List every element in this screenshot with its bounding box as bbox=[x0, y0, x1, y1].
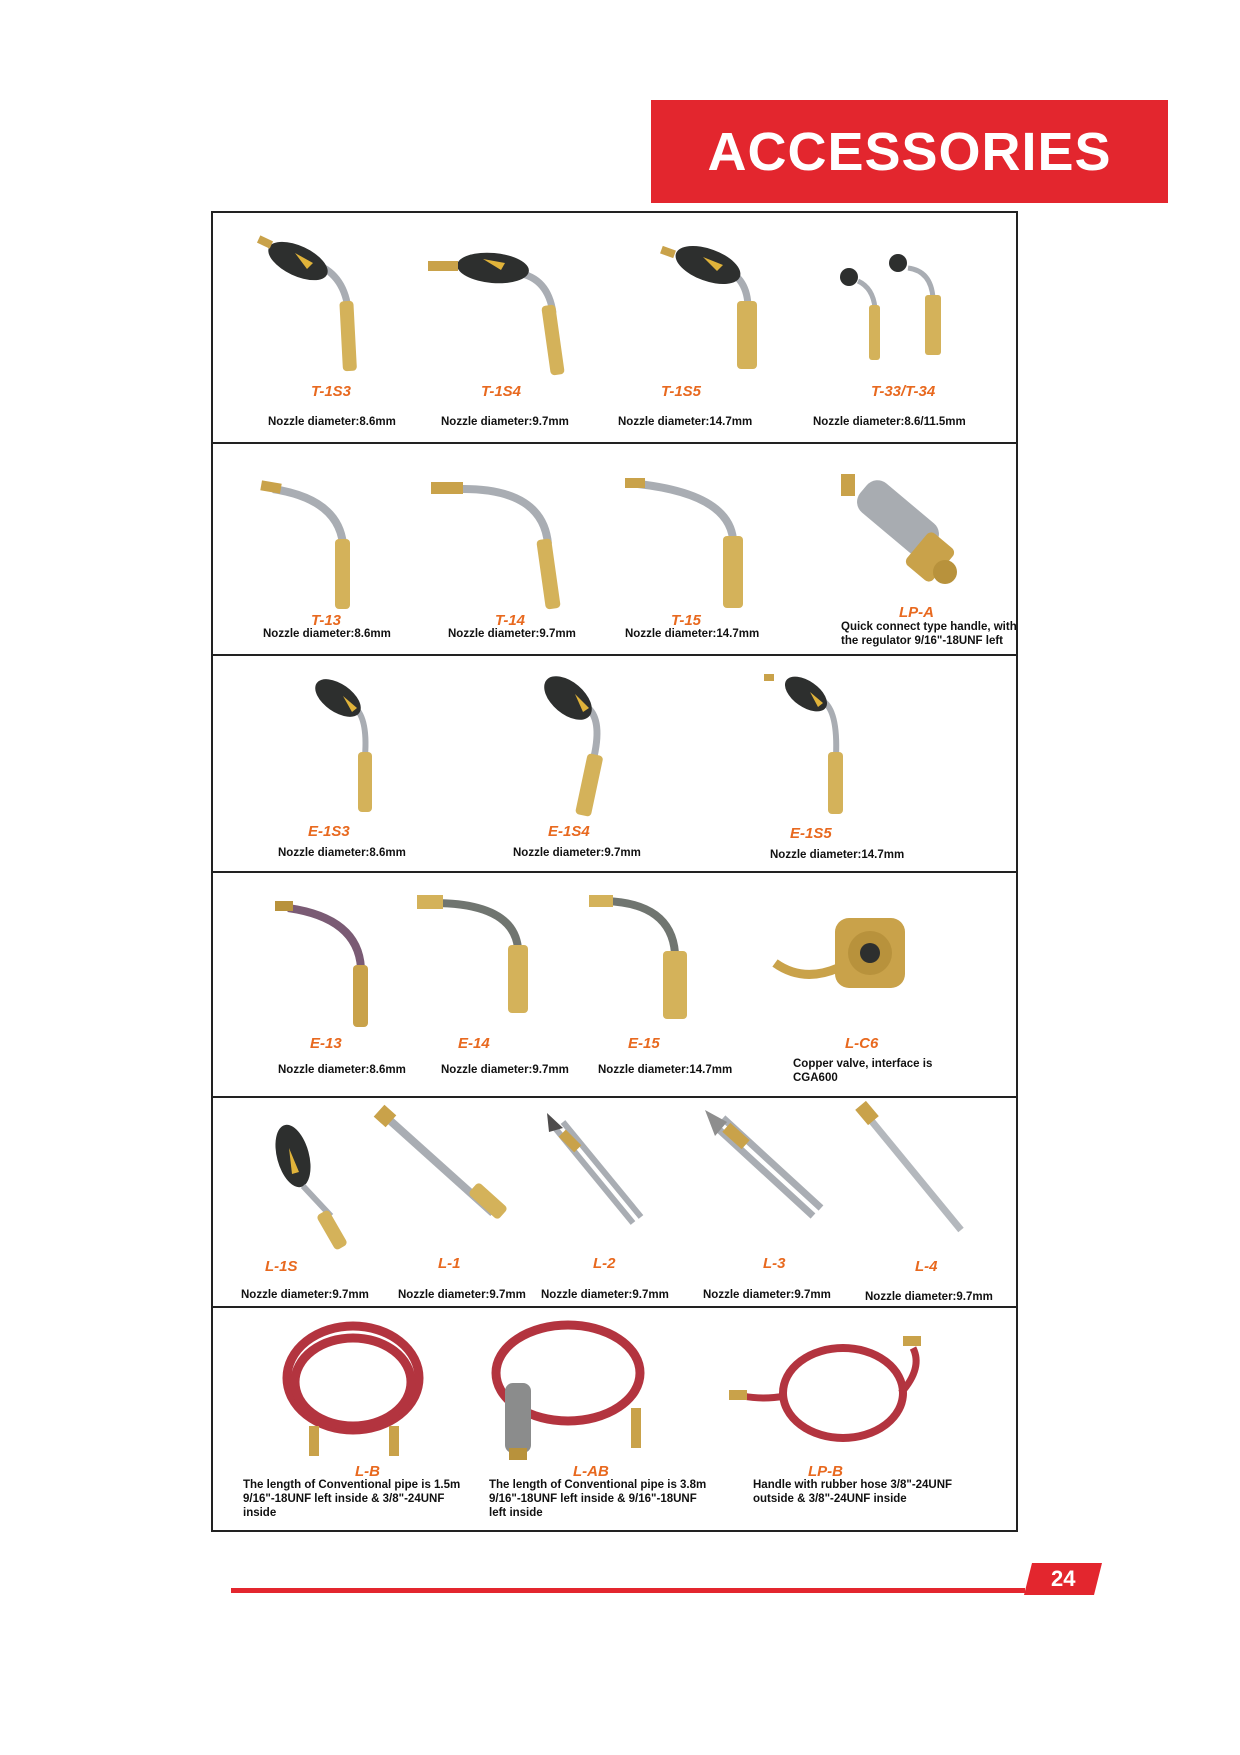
product-code: LP-B bbox=[808, 1463, 843, 1480]
accessories-catalog bbox=[211, 211, 1018, 1532]
product-description: Nozzle diameter:9.7mm bbox=[241, 1289, 369, 1301]
product-l-c6 bbox=[763, 873, 1018, 1098]
product-l-1 bbox=[373, 1098, 533, 1308]
torch-nozzle-image bbox=[613, 444, 813, 656]
product-description: Nozzle diameter:8.6mm bbox=[268, 416, 396, 428]
product-code: T-13 bbox=[311, 612, 342, 629]
product-e-1s5 bbox=[748, 656, 1018, 873]
catalog-row-3 bbox=[213, 656, 1016, 873]
product-description: Nozzle diameter:9.7mm bbox=[703, 1289, 831, 1301]
product-code: T-33/T-34 bbox=[871, 383, 936, 400]
product-t-14 bbox=[413, 444, 613, 656]
product-l-1s bbox=[213, 1098, 373, 1308]
product-l-b bbox=[213, 1308, 463, 1534]
product-code: L-AB bbox=[573, 1463, 609, 1480]
product-lp-a bbox=[813, 444, 1018, 656]
page-title: ACCESSORIES bbox=[707, 121, 1112, 182]
product-description: Quick connect type handle, with the regulator 9/16"-18UNF left bbox=[841, 621, 1017, 647]
product-description: The length of Conventional pipe is 1.5m 9/16"-18UNF left inside & 3/8"-24UNF inside bbox=[243, 1479, 461, 1519]
torch-nozzle-image bbox=[813, 213, 1018, 444]
product-code: T-15 bbox=[671, 612, 702, 629]
accessories-banner bbox=[651, 100, 1168, 203]
torch-nozzle-image bbox=[483, 656, 748, 873]
product-description: Nozzle diameter:8.6mm bbox=[278, 1064, 406, 1076]
product-description: Nozzle diameter:8.6/11.5mm bbox=[813, 416, 966, 428]
product-code: T-1S4 bbox=[481, 383, 522, 400]
product-description: Nozzle diameter:9.7mm bbox=[441, 1064, 569, 1076]
product-t-33-t-34 bbox=[813, 213, 1018, 444]
product-description: Nozzle diameter:14.7mm bbox=[618, 416, 753, 428]
product-description: Nozzle diameter:9.7mm bbox=[398, 1289, 526, 1301]
product-code: T-1S5 bbox=[661, 383, 702, 400]
torch-nozzle-image bbox=[213, 656, 483, 873]
product-description: Nozzle diameter:8.6mm bbox=[263, 628, 391, 640]
torch-tube-image bbox=[853, 1098, 1018, 1308]
torch-nozzle-image bbox=[213, 213, 413, 444]
product-description: Nozzle diameter:9.7mm bbox=[541, 1289, 669, 1301]
product-description: The length of Conventional pipe is 3.8m 9/16"-18UNF left inside & 9/16"-18UNF left inside bbox=[489, 1479, 707, 1519]
catalog-row-2 bbox=[213, 444, 1016, 656]
product-lp-b bbox=[723, 1308, 1018, 1534]
product-t-1s4 bbox=[413, 213, 613, 444]
footer-divider bbox=[231, 1588, 1025, 1593]
product-code: L-1 bbox=[438, 1255, 461, 1272]
page-number-badge bbox=[1024, 1563, 1102, 1595]
product-description: Nozzle diameter:9.7mm bbox=[513, 847, 641, 859]
page-number: 24 bbox=[1050, 1566, 1076, 1591]
product-code: L-2 bbox=[593, 1255, 616, 1272]
product-description: Nozzle diameter:9.7mm bbox=[865, 1291, 993, 1303]
product-t-15 bbox=[613, 444, 813, 656]
product-code: E-1S5 bbox=[790, 825, 832, 842]
product-l-2 bbox=[533, 1098, 693, 1308]
product-description: Nozzle diameter:14.7mm bbox=[625, 628, 760, 640]
product-e-15 bbox=[583, 873, 763, 1098]
product-description: Nozzle diameter:9.7mm bbox=[448, 628, 576, 640]
product-code: E-1S4 bbox=[548, 823, 590, 840]
product-t-13 bbox=[213, 444, 413, 656]
product-e-14 bbox=[413, 873, 583, 1098]
product-code: E-13 bbox=[310, 1035, 342, 1052]
product-code: T-14 bbox=[495, 612, 526, 629]
torch-nozzle-image bbox=[748, 656, 1018, 873]
product-code: L-1S bbox=[265, 1258, 298, 1275]
product-code: T-1S3 bbox=[311, 383, 352, 400]
product-code: L-B bbox=[355, 1463, 380, 1480]
torch-tube-image bbox=[373, 1098, 533, 1308]
product-description: Nozzle diameter:14.7mm bbox=[598, 1064, 733, 1076]
product-code: E-1S3 bbox=[308, 823, 350, 840]
torch-tube-image bbox=[693, 1098, 853, 1308]
product-l-ab bbox=[463, 1308, 723, 1534]
catalog-row-4 bbox=[213, 873, 1016, 1098]
product-description: Copper valve, interface is CGA600 bbox=[793, 1058, 933, 1084]
product-code: L-4 bbox=[915, 1258, 938, 1275]
product-code: E-14 bbox=[458, 1035, 490, 1052]
product-description: Nozzle diameter:8.6mm bbox=[278, 847, 406, 859]
product-description: Nozzle diameter:14.7mm bbox=[770, 849, 905, 861]
product-code: L-3 bbox=[763, 1255, 786, 1272]
product-e-1s4 bbox=[483, 656, 748, 873]
product-t-1s3 bbox=[213, 213, 413, 444]
product-l-3 bbox=[693, 1098, 853, 1308]
product-description: Nozzle diameter:9.7mm bbox=[441, 416, 569, 428]
torch-nozzle-image bbox=[413, 213, 613, 444]
catalog-row-5 bbox=[213, 1098, 1016, 1308]
product-code: E-15 bbox=[628, 1035, 660, 1052]
product-l-4 bbox=[853, 1098, 1018, 1308]
product-code: LP-A bbox=[899, 604, 934, 621]
catalog-row-6 bbox=[213, 1308, 1016, 1534]
product-code: L-C6 bbox=[845, 1035, 879, 1052]
product-e-13 bbox=[213, 873, 413, 1098]
torch-handle-image bbox=[213, 1098, 373, 1308]
product-t-1s5 bbox=[613, 213, 813, 444]
product-description: Handle with rubber hose 3/8"-24UNF outside & 3/8"-24UNF inside bbox=[753, 1479, 953, 1505]
torch-tube-image bbox=[533, 1098, 693, 1308]
catalog-row-1 bbox=[213, 213, 1016, 444]
torch-nozzle-image bbox=[613, 213, 813, 444]
product-e-1s3 bbox=[213, 656, 483, 873]
